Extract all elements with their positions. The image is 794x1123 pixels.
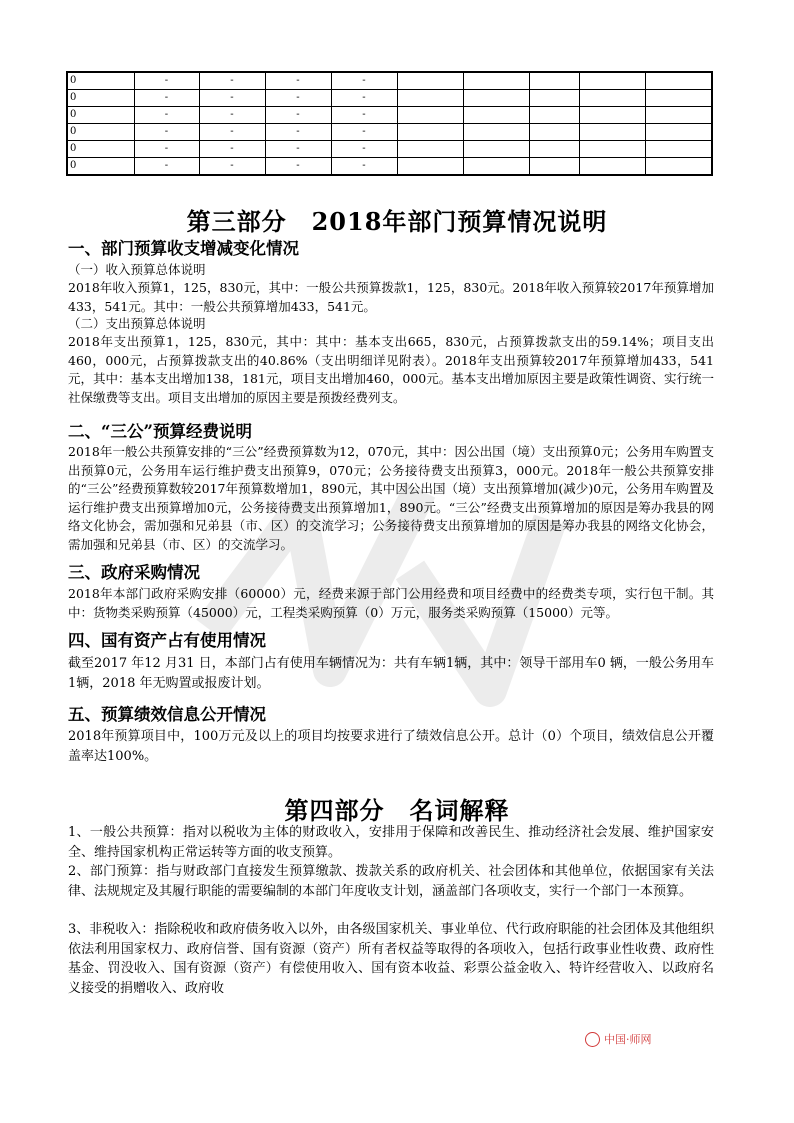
table-cell	[529, 107, 579, 124]
table-cell: -	[265, 158, 331, 176]
table-cell: -	[331, 72, 397, 90]
section1-sub2: （二）支出预算总体说明	[68, 316, 206, 331]
table-cell: -	[199, 90, 265, 107]
table-cell: -	[199, 107, 265, 124]
table-cell: -	[331, 107, 397, 124]
table-cell	[645, 72, 712, 90]
table-cell: -	[265, 90, 331, 107]
table-cell: 0	[67, 141, 134, 158]
table-cell: -	[199, 72, 265, 90]
table-row	[67, 90, 712, 107]
table-cell	[645, 141, 712, 158]
section4-heading: 四、国有资产占有使用情况	[68, 631, 266, 650]
budget-table	[66, 71, 713, 176]
section2-heading: 二、“三公”预算经费说明	[68, 422, 252, 441]
table-cell: 0	[67, 124, 134, 141]
part4-title: 第四部分 名词解释	[284, 796, 510, 825]
section5-heading: 五、预算绩效信息公开情况	[68, 705, 266, 724]
table-cell: -	[199, 124, 265, 141]
site-logo-text: 中国·师网	[604, 1033, 652, 1046]
term-general-budget: 1、一般公共预算：指对以税收为主体的财政收入，安排用于保障和改善民生、推动经济社会发展、维护国家安全、维持国家机构正常运转等方面的收支预算。	[68, 825, 714, 860]
section1-para2: 2018年支出预算1，125，830元，其中：其中：基本支出665，830元，占预算拨款支出的59.14%；项目支出460，000元，占预算拨款支出的40.86%（支出明细详见附表）。2018年支出预算较2017年预算增加433，541元，其中：基本支出增加138，181元，项目支出增加460，000元。基本支出增加原因主要是政策性调资、实行统一社保缴费等支出。项目支出增加的原因主要是预拨经费列支。	[68, 334, 714, 405]
table-cell: -	[331, 124, 397, 141]
table-cell: 0	[67, 107, 134, 124]
table-cell	[579, 158, 645, 176]
term-department-budget: 2、部门预算：指与财政部门直接发生预算缴款、拨款关系的政府机关、社会团体和其他单位，依据国家有关法律、法规规定及其履行职能的需要编制的本部门年度收支计划，涵盖部门各项收支，实行一个部门一本预算。	[68, 864, 714, 899]
table-cell	[397, 107, 463, 124]
section5-para: 2018年预算项目中，100万元及以上的项目均按要求进行了绩效信息公开。总计（0）个项目，绩效信息公开覆盖率达100%。	[68, 729, 714, 764]
table-cell: -	[265, 124, 331, 141]
table-cell: -	[134, 90, 199, 107]
table-cell	[579, 72, 645, 90]
table-cell	[529, 72, 579, 90]
table-cell: -	[134, 107, 199, 124]
section4-para: 截至2017 年12 月31 日，本部门占有使用车辆情况为：共有车辆1辆，其中：领导干部用车0 辆，一般公务用车1辆，2018 年无购置或报废计划。	[68, 656, 714, 691]
table-cell: -	[134, 124, 199, 141]
table-cell	[645, 90, 712, 107]
table-cell	[529, 90, 579, 107]
table-row	[67, 124, 712, 141]
table-row	[67, 141, 712, 158]
section3-heading: 三、政府采购情况	[68, 563, 200, 582]
table-cell	[397, 72, 463, 90]
table-cell	[463, 158, 529, 176]
section1-para1: 2018年收入预算1，125，830元，其中：一般公共预算拨款1，125，830元。2018年收入预算较2017年预算增加433，541元。其中：一般公共预算增加433，541元。	[68, 280, 714, 314]
table-cell	[579, 90, 645, 107]
table-cell: 0	[67, 90, 134, 107]
table-cell: -	[331, 90, 397, 107]
table-cell: -	[134, 141, 199, 158]
table-cell	[463, 72, 529, 90]
table-cell	[463, 90, 529, 107]
table-cell: 0	[67, 72, 134, 90]
table-cell: -	[331, 141, 397, 158]
table-cell	[397, 141, 463, 158]
table-row	[67, 158, 712, 176]
section3-para: 2018年本部门政府采购安排（60000）元，经费来源于部门公用经费和项目经费中的经费类专项，实行包干制。其中：货物类采购预算（45000）元，工程类采购预算（0）万元，服务类采购预算（15000）元等。	[68, 586, 714, 620]
site-logo	[585, 1031, 652, 1047]
table-cell: -	[199, 141, 265, 158]
table-cell	[645, 124, 712, 141]
table-cell	[397, 90, 463, 107]
table-cell	[529, 158, 579, 176]
table-cell	[463, 141, 529, 158]
table-cell	[529, 141, 579, 158]
table-cell: -	[265, 141, 331, 158]
part3-title: 第三部分 2018年部门预算情况说明	[186, 207, 608, 236]
term-non-tax-revenue: 3、非税收入：指除税收和政府债务收入以外，由各级国家机关、事业单位、代行政府职能的社会团体及其他组织依法利用国家权力、政府信誉、国有资源（资产）所有者权益等取得的各项收入，包括行政事业性收费、政府性基金、罚没收入、国有资源（资产）有偿使用收入、国有资本收益、彩票公益金收入、特许经营收入、以政府名义接受的捐赠收入、政府收	[68, 922, 714, 996]
table-cell	[579, 141, 645, 158]
table-cell: -	[199, 158, 265, 176]
table-cell: -	[134, 72, 199, 90]
table-cell: -	[265, 107, 331, 124]
table-cell	[579, 124, 645, 141]
table-cell	[645, 107, 712, 124]
table-cell: -	[134, 158, 199, 176]
table-cell	[645, 158, 712, 176]
table-row	[67, 107, 712, 124]
table-cell: -	[331, 158, 397, 176]
table-cell	[529, 124, 579, 141]
section1-sub1: （一）收入预算总体说明	[68, 262, 206, 277]
table-cell: -	[265, 72, 331, 90]
table-cell	[397, 158, 463, 176]
table-cell	[463, 124, 529, 141]
table-cell	[397, 124, 463, 141]
section2-para: 2018年一般公共预算安排的“三公”经费预算数为12，070元，其中：因公出国（境）支出预算0元；公务用车购置支出预算0元，公务用车运行维护费支出预算9，070元；公务接待费支出预算3，000元。2018年一般公共预算安排的“三公”经费预算数较2017年预算数增加1，890元，其中因公出国（境）支出预算增加(减少)0元，公务用车购置及运行维护费支出预算增加0元，公务接待费支出预算增加1，890元。“三公”经费支出预算增加的原因是筹办我县的网络文化协会，需加强和兄弟县（市、区）的交流学习；公务接待费支出预算增加的原因是筹办我县的网络文化协会，需加强和兄弟县（市、区）的交流学习。	[68, 444, 714, 552]
section1-heading: 一、部门预算收支增减变化情况	[68, 239, 299, 258]
seal-icon	[585, 1032, 600, 1047]
table-row	[67, 72, 712, 90]
table-cell: 0	[67, 158, 134, 176]
table-cell	[463, 107, 529, 124]
table-cell	[579, 107, 645, 124]
